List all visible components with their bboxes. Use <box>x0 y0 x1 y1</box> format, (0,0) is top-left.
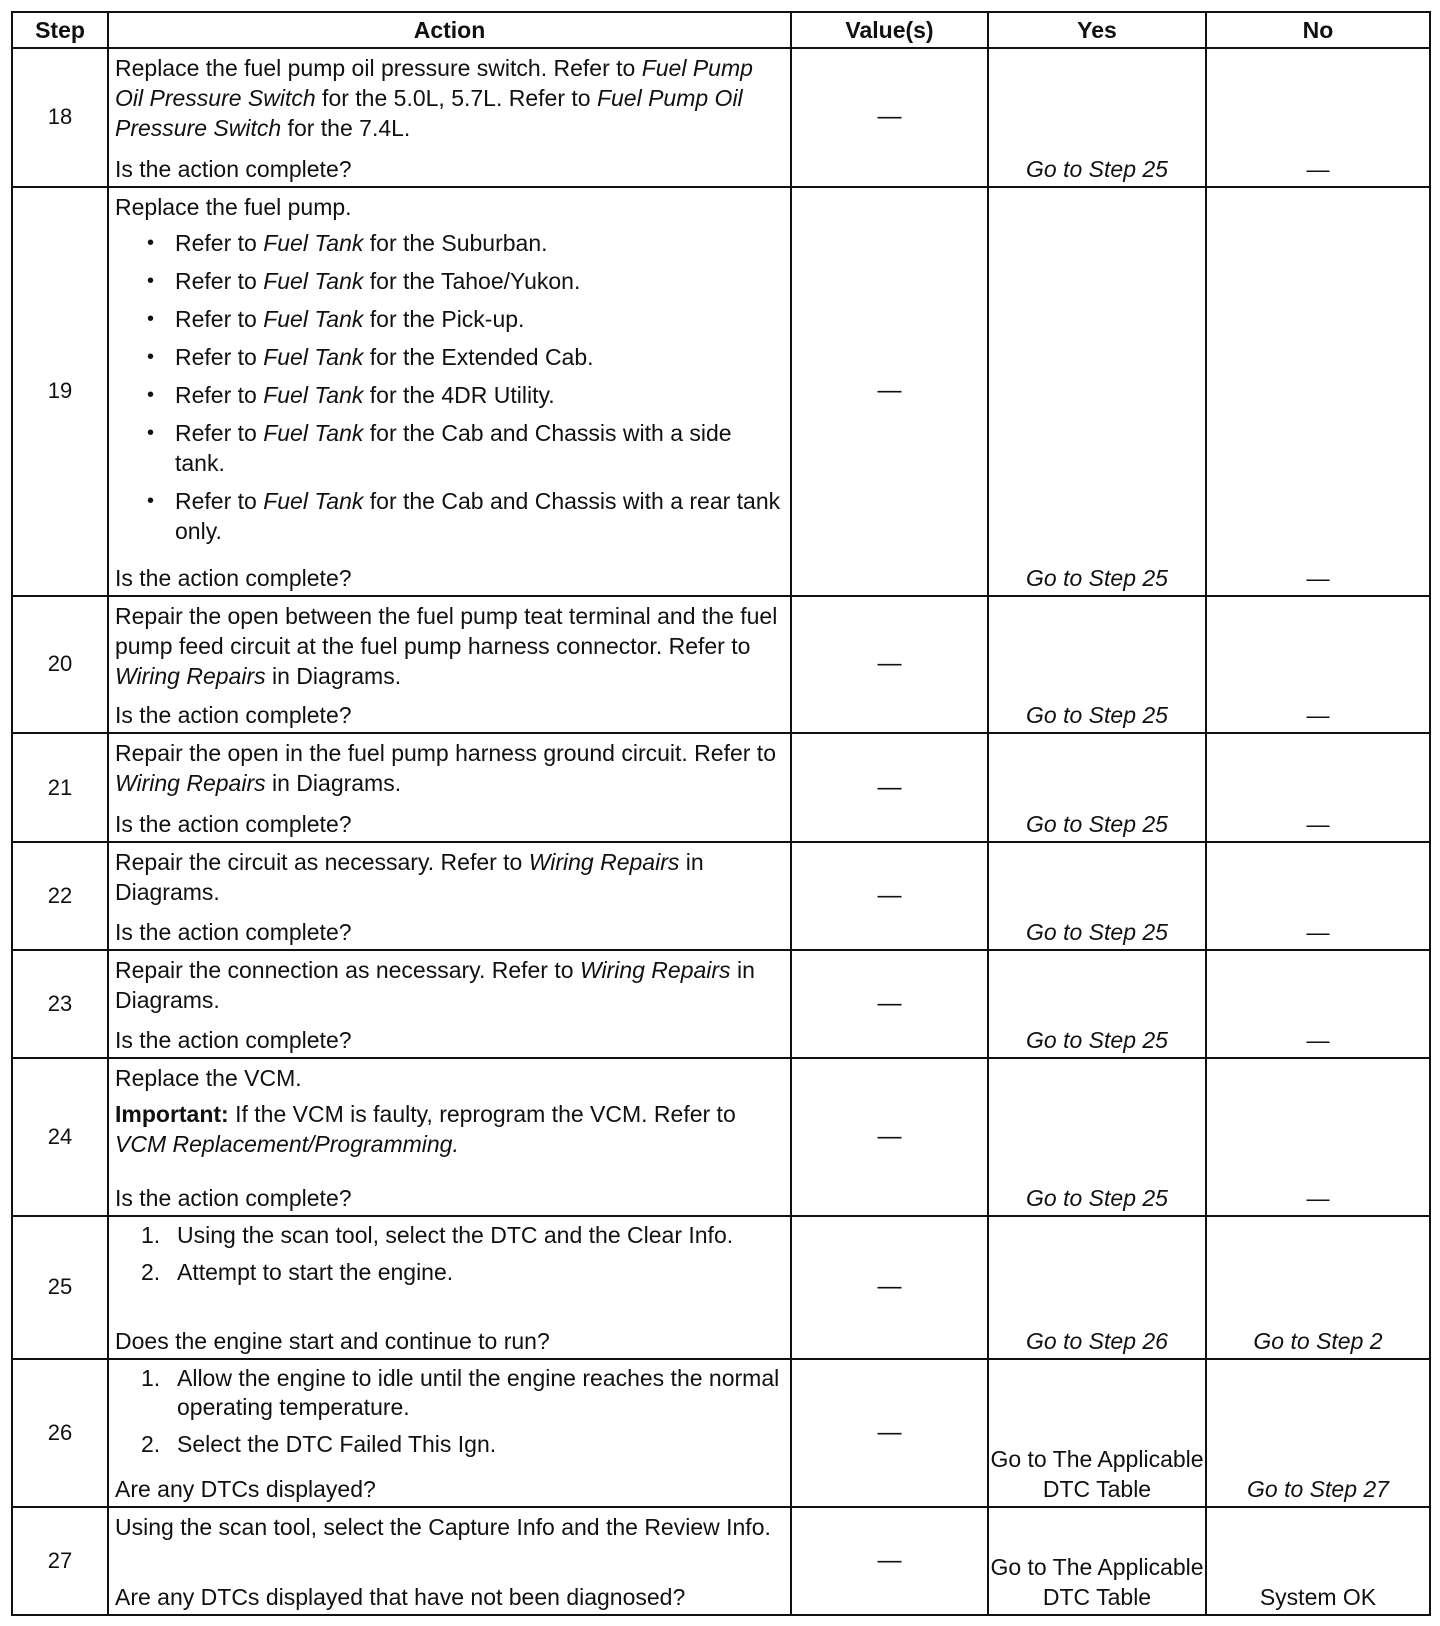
list-item: 1. Allow the engine to idle until the engine reaches the normal operating temperature. <box>141 1364 780 1420</box>
list-item: • Refer to Fuel Tank for the Extended Cab. <box>175 342 784 372</box>
yes-cell: Go to Step 25 <box>988 842 1206 950</box>
list-item: 2. Attempt to start the engine. <box>141 1258 454 1285</box>
numbered-list <box>115 1221 784 1295</box>
action-cell <box>108 842 791 950</box>
bullet-list <box>115 228 784 546</box>
action-question: Is the action complete? <box>115 1027 352 1054</box>
list-item: • Refer to Fuel Tank for the 4DR Utility. <box>175 380 784 410</box>
step-number: 25 <box>12 1216 108 1359</box>
list-item: • Refer to Fuel Tank for the Cab and Chassis with a side tank. <box>175 418 784 478</box>
no-cell: — <box>1206 48 1430 187</box>
table-row <box>12 187 1430 596</box>
no-cell: — <box>1206 950 1430 1058</box>
action-text: Repair the open between the fuel pump teat terminal and the fuel pump feed circuit at the fuel pump harness connector. Refer to Wiring Repairs in Diagrams. <box>115 602 778 689</box>
action-text: Repair the circuit as necessary. Refer to Wiring Repairs in Diagrams. <box>115 848 704 905</box>
table-row <box>12 48 1430 187</box>
no-cell: — <box>1206 1058 1430 1215</box>
action-text: Repair the open in the fuel pump harness ground circuit. Refer to Wiring Repairs in Diagrams. <box>115 740 776 797</box>
table-row <box>12 1216 1430 1359</box>
table-row <box>12 1359 1430 1507</box>
value-cell: — <box>791 1216 988 1359</box>
value-cell: — <box>791 1359 988 1507</box>
action-text: Replace the VCM. <box>115 1065 302 1092</box>
value-cell: — <box>791 842 988 950</box>
table-row <box>12 596 1430 734</box>
header-action: Action <box>108 12 791 48</box>
list-item: • Refer to Fuel Tank for the Suburban. <box>175 228 784 258</box>
header-row <box>12 12 1430 48</box>
no-cell: Go to Step 27 <box>1206 1359 1430 1507</box>
action-text: Replace the fuel pump oil pressure switch. Refer to Fuel Pump Oil Pressure Switch for the 5.0L, 5.7L. Refer to Fuel Pump Oil Pressure Switch for the 7.4L. <box>115 55 753 141</box>
list-item: 2. Select the DTC Failed This Ign. <box>141 1430 497 1457</box>
value-cell: — <box>791 48 988 187</box>
step-number: 20 <box>12 596 108 734</box>
action-text: Using the scan tool, select the Capture Info and the Review Info. <box>115 1513 771 1540</box>
no-cell: — <box>1206 842 1430 950</box>
action-question: Is the action complete? <box>115 155 352 182</box>
yes-cell: Go to Step 25 <box>988 48 1206 187</box>
step-number: 27 <box>12 1507 108 1615</box>
value-cell: — <box>791 733 988 841</box>
yes-cell: Go to Step 25 <box>988 950 1206 1058</box>
header-values: Value(s) <box>791 12 988 48</box>
action-question: Is the action complete? <box>115 564 352 591</box>
header-step: Step <box>12 12 108 48</box>
list-item: • Refer to Fuel Tank for the Cab and Chassis with a rear tank only. <box>175 486 784 546</box>
action-cell <box>108 733 791 841</box>
yes-cell: Go to Step 25 <box>988 596 1206 734</box>
list-item: 1. Using the scan tool, select the DTC and the Clear Info. <box>141 1221 734 1248</box>
value-cell: — <box>791 187 988 596</box>
list-item: • Refer to Fuel Tank for the Pick-up. <box>175 304 784 334</box>
yes-cell: Go to The Applicable DTC Table <box>988 1359 1206 1507</box>
no-cell: Go to Step 2 <box>1206 1216 1430 1359</box>
value-cell: — <box>791 950 988 1058</box>
action-cell <box>108 950 791 1058</box>
no-cell: — <box>1206 733 1430 841</box>
step-number: 26 <box>12 1359 108 1507</box>
action-question: Is the action complete? <box>115 810 352 837</box>
table-row <box>12 950 1430 1058</box>
step-number: 23 <box>12 950 108 1058</box>
action-question: Is the action complete? <box>115 918 352 945</box>
table-row <box>12 1507 1430 1615</box>
value-cell: — <box>791 596 988 734</box>
numbered-list <box>115 1364 784 1467</box>
value-cell: — <box>791 1058 988 1215</box>
step-number: 24 <box>12 1058 108 1215</box>
action-cell <box>108 1507 791 1615</box>
action-text: Replace the fuel pump. <box>115 193 352 220</box>
action-question: Are any DTCs displayed? <box>115 1475 376 1502</box>
action-question: Is the action complete? <box>115 702 352 729</box>
action-cell <box>108 1359 791 1507</box>
yes-cell: Go to The Applicable DTC Table <box>988 1507 1206 1615</box>
step-number: 19 <box>12 187 108 596</box>
yes-cell: Go to Step 25 <box>988 1058 1206 1215</box>
no-cell: — <box>1206 187 1430 596</box>
step-number: 21 <box>12 733 108 841</box>
header-no: No <box>1206 12 1430 48</box>
value-cell: — <box>791 1507 988 1615</box>
action-question: Are any DTCs displayed that have not been diagnosed? <box>115 1584 686 1610</box>
action-cell <box>108 48 791 187</box>
action-question: Does the engine start and continue to run? <box>115 1327 550 1354</box>
action-cell <box>108 1058 791 1215</box>
action-text: Repair the connection as necessary. Refer to Wiring Repairs in Diagrams. <box>115 956 755 1013</box>
yes-cell: Go to Step 26 <box>988 1216 1206 1359</box>
table-row <box>12 842 1430 950</box>
action-cell <box>108 1216 791 1359</box>
action-cell <box>108 596 791 734</box>
yes-cell: Go to Step 25 <box>988 187 1206 596</box>
action-question: Is the action complete? <box>115 1184 352 1211</box>
header-yes: Yes <box>988 12 1206 48</box>
diagnostic-table <box>11 11 1431 1616</box>
yes-cell: Go to Step 25 <box>988 733 1206 841</box>
table-row <box>12 1058 1430 1215</box>
table-row <box>12 733 1430 841</box>
list-item: • Refer to Fuel Tank for the Tahoe/Yukon. <box>175 266 784 296</box>
action-cell <box>108 187 791 596</box>
no-cell: — <box>1206 596 1430 734</box>
no-cell: System OK <box>1206 1507 1430 1615</box>
important-note: Important: If the VCM is faulty, reprogram the VCM. Refer to VCM Replacement/Programming. <box>115 1101 736 1158</box>
step-number: 18 <box>12 48 108 187</box>
step-number: 22 <box>12 842 108 950</box>
